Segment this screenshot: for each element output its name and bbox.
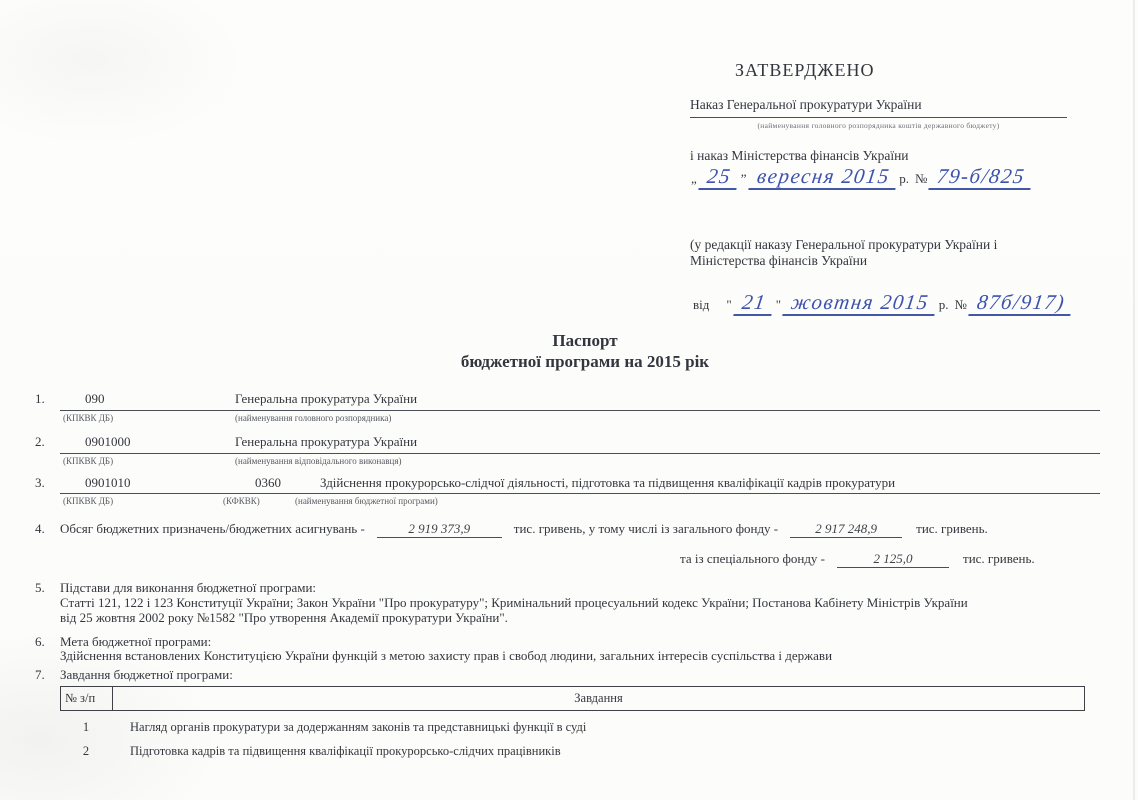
legal-basis-line1: Статті 121, 122 і 123 Конституції України; Закон України "Про прокуратуру"; Кримінальний процесуальний кодекс України; Постанова Кабінету Міністрів України xyxy=(60,595,968,610)
from-label: від xyxy=(693,297,710,312)
name-caption: (найменування головного розпорядника) xyxy=(235,413,392,423)
tasks-col-task-header: Завдання xyxy=(574,691,623,705)
item-5-heading-row xyxy=(35,580,1100,596)
underline-rule xyxy=(60,410,1100,411)
open-quote: " xyxy=(726,297,732,312)
handwritten-month-year: жовтня 2015 xyxy=(782,292,937,316)
item-number: 4. xyxy=(35,521,45,536)
task-text: Підготовка кадрів та підвищення кваліфікації прокурорсько-слідчих працівників xyxy=(130,744,561,758)
scan-edge-artifact xyxy=(1133,0,1135,800)
item-7-heading-row xyxy=(35,667,1100,683)
ministry-order-line: і наказ Міністерства фінансів України xyxy=(690,148,909,163)
task-number: 1 xyxy=(82,720,90,734)
order-issuer-caption: (найменування головного розпорядника коштів державного бюджету) xyxy=(757,121,1000,130)
table-row xyxy=(60,744,1085,759)
program-code: 0901010 xyxy=(85,475,131,490)
item-1-labels xyxy=(35,413,391,423)
edition-note-line2: Міністерства фінансів України xyxy=(690,253,868,268)
task-text: Нагляд органів прокуратури за додержанням законів та представницькі функції в суді xyxy=(130,720,587,734)
underline-rule xyxy=(60,453,1100,454)
number-sign: № xyxy=(954,297,967,312)
open-quote: „ xyxy=(691,171,697,186)
item-3-row xyxy=(35,475,1100,491)
approved-stamp-label: ЗАТВЕРДЖЕНО xyxy=(735,60,875,80)
tasks-col-number-header: № з/п xyxy=(61,687,113,710)
order-date-line xyxy=(688,166,1032,190)
year-suffix: р. xyxy=(899,171,910,186)
order-issuer-line: Наказ Генеральної прокуратури України xyxy=(690,97,1067,118)
task-number: 2 xyxy=(82,744,90,758)
handwritten-order-number: 87б/917) xyxy=(968,292,1073,316)
year-suffix: р. xyxy=(938,297,949,312)
item-2-row xyxy=(35,434,1100,450)
program-goal-line1: Здійснення встановлених Конституцією України функцій з метою захисту прав і свобод людини, загальних інтересів суспільства і держави xyxy=(60,648,833,663)
units-label: тис. гривень. xyxy=(916,521,988,536)
item-number: 6. xyxy=(35,634,45,649)
item-4-special-row xyxy=(680,551,1035,568)
program-code: 0901000 xyxy=(85,434,131,449)
name-caption: (найменування відповідального виконавця) xyxy=(235,456,402,466)
close-quote: ” xyxy=(740,171,747,186)
program-name: Здійснення прокурорсько-слідчої діяльності, підготовка та підвищення кваліфікації кадрів прокуратури xyxy=(320,475,896,490)
code-caption: (КПКВК ДБ) xyxy=(63,456,114,466)
program-goal-heading: Мета бюджетної програми: xyxy=(60,634,212,649)
handwritten-month-year: вересня 2015 xyxy=(748,166,898,190)
function-code: 0360 xyxy=(255,475,281,490)
close-quote: " xyxy=(775,297,781,312)
general-fund-value: 2 917 248,9 xyxy=(790,521,902,538)
special-fund-label: та із спеціального фонду - xyxy=(680,551,826,566)
item-number: 5. xyxy=(35,580,45,595)
function-code-caption: (КФКВК) xyxy=(223,496,260,506)
handwritten-order-number: 79-б/825 xyxy=(929,166,1034,190)
item-2-labels xyxy=(35,456,401,466)
underline-rule xyxy=(60,493,1100,494)
document-title xyxy=(300,330,870,373)
legal-basis-heading: Підстави для виконання бюджетної програми: xyxy=(60,580,317,595)
number-sign: № xyxy=(915,171,928,186)
budget-volume-label: Обсяг бюджетних призначень/бюджетних асигнувань - xyxy=(60,521,365,536)
edition-note-line1: (у редакції наказу Генеральної прокуратури України і xyxy=(690,237,998,252)
item-number: 1. xyxy=(35,391,45,406)
item-4-row xyxy=(35,521,1100,538)
handwritten-day: 21 xyxy=(733,292,774,316)
program-tasks-heading: Завдання бюджетної програми: xyxy=(60,667,233,682)
table-row xyxy=(60,720,1085,735)
edition-date-line xyxy=(690,292,1072,316)
tasks-table-header xyxy=(60,686,1085,711)
administrator-name: Генеральна прокуратура України xyxy=(235,391,418,406)
code-caption: (КПКВК ДБ) xyxy=(63,496,114,506)
executor-name: Генеральна прокуратура України xyxy=(235,434,418,449)
item-1-row xyxy=(35,391,1100,407)
title-line1: Паспорт xyxy=(552,331,618,350)
total-amount-value: 2 919 373,9 xyxy=(377,521,502,538)
special-fund-value: 2 125,0 xyxy=(837,551,949,568)
title-line2: бюджетної програми на 2015 рік xyxy=(460,352,710,372)
item-3-labels xyxy=(35,496,438,506)
item-number: 3. xyxy=(35,475,45,490)
general-fund-label: тис. гривень, у тому числі із загального фонду - xyxy=(513,521,779,536)
units-label: тис. гривень. xyxy=(963,551,1035,566)
legal-basis-line2: від 25 жовтня 2002 року №1582 "Про утворення Академії прокуратури України". xyxy=(60,610,508,625)
program-code: 090 xyxy=(85,391,105,406)
name-caption: (найменування бюджетної програми) xyxy=(295,496,438,506)
item-number: 7. xyxy=(35,667,45,682)
code-caption: (КПКВК ДБ) xyxy=(63,413,114,423)
tasks-table xyxy=(60,686,1085,759)
handwritten-day: 25 xyxy=(698,166,739,190)
item-number: 2. xyxy=(35,434,45,449)
